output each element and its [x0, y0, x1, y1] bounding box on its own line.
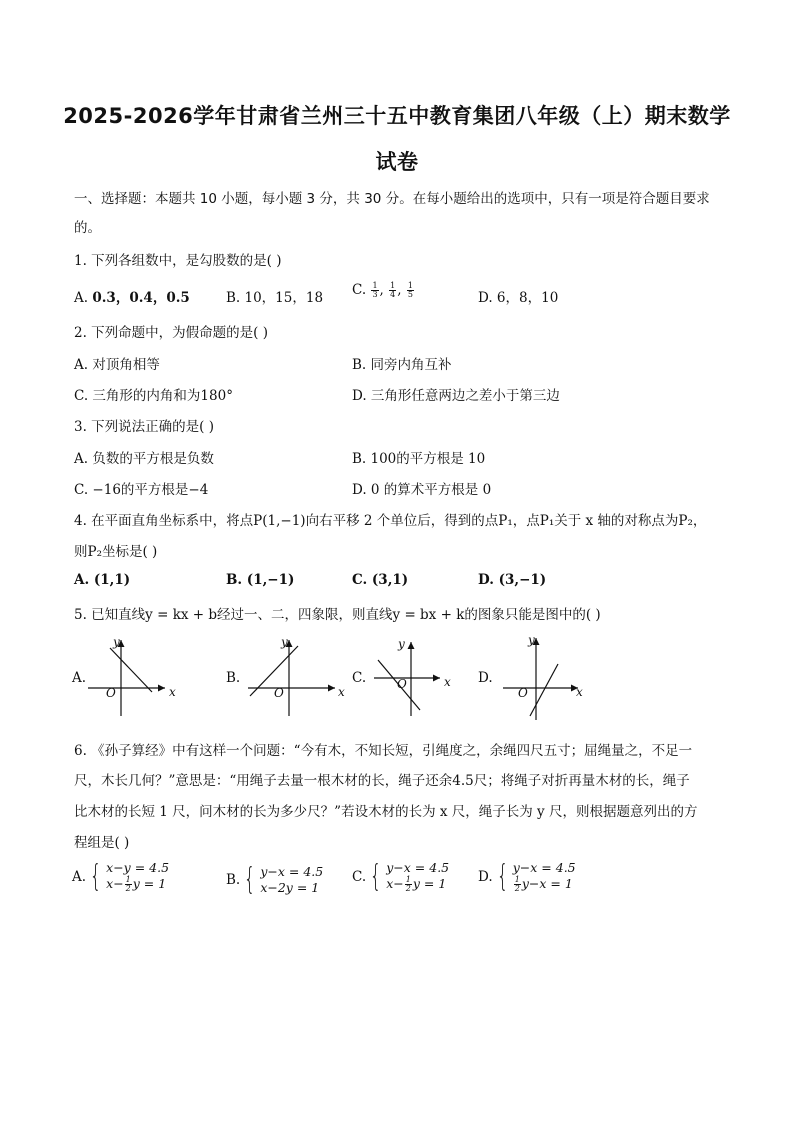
- q1-option-a-label: A.: [74, 290, 89, 306]
- q6-a-eq1: x−y = 4.5: [106, 860, 170, 875]
- q4-stem-line1: 4. 在平面直角坐标系中，将点P(1,−1)向右平移 2 个单位后，得到的点P₁，点P₁关于 x 轴的对称点为P₂，: [74, 513, 707, 529]
- q5-graph-c-origin: O: [397, 677, 407, 691]
- q5-option-d-label: D.: [478, 670, 493, 686]
- q6-option-b-label: B.: [226, 872, 241, 888]
- q5-graph-b: [248, 635, 345, 716]
- q5-option-a-label: A.: [72, 670, 87, 686]
- q1-stem: 1. 下列各组数中，是勾股数的是( ): [74, 253, 282, 269]
- q6-option-a-system: { x−y = 4.5 x− $\frac{1}{2}$ y = 1: [89, 858, 170, 894]
- q6-b-eq1: y−x = 4.5: [260, 864, 324, 879]
- q6-line1: 6. 《孙子算经》中有这样一个问题：“今有木，不知长短，引绳度之，余绳四尺五寸；屈绳量之，不足一: [74, 743, 693, 759]
- q5-graph-a: [88, 635, 176, 716]
- q5-graphs: [0, 630, 794, 750]
- q6-line2: 尺，木长几何？”意思是：“用绳子去量一根木材的长，绳子还余4.5尺；将绳子对折再量木材的长，绳子: [74, 773, 690, 789]
- section-header-line2: 的。: [74, 220, 101, 236]
- q2-option-a: A. 对顶角相等: [74, 357, 160, 373]
- q2-stem: 2. 下列命题中，为假命题的是( ): [74, 325, 268, 341]
- q5-graph-c-y-label: y: [398, 637, 405, 651]
- q4-stem-line2: 则P₂坐标是( ): [74, 544, 158, 560]
- q4-option-a: A. (1,1): [74, 572, 131, 588]
- q6-option-c-label: C.: [352, 868, 367, 885]
- q5-option-c-label: C.: [352, 670, 367, 686]
- q1-frac-1: $\frac{1}{3}$: [372, 281, 378, 299]
- q5-graph-d-origin: O: [518, 686, 528, 700]
- q6-option-a-label: A.: [72, 868, 87, 885]
- q4-option-c: C. (3,1): [352, 572, 409, 588]
- q5-option-b-label: B.: [226, 670, 241, 686]
- q5-graph-d-y-label: y: [528, 633, 535, 647]
- q5-graph-d-x-label: x: [576, 685, 583, 699]
- q5-graph-b-x-label: x: [338, 685, 345, 699]
- q1-frac-2: $\frac{1}{4}$: [390, 281, 396, 299]
- q5-stem: 5. 已知直线y = kx + b经过一、二，四象限，则直线y = bx + k的图象只能是图中的( ): [74, 607, 601, 623]
- exam-title-line1: 2025-2026学年甘肃省兰州三十五中教育集团八年级（上）期末数学: [63, 104, 731, 128]
- q6-line3: 比木材的长短 1 尺，问木材的长为多少尺？”若设木材的长为 x 尺，绳子长为 y 尺，则根据题意列出的方: [74, 804, 698, 820]
- q3-stem: 3. 下列说法正确的是( ): [74, 419, 214, 435]
- q6-line4: 程组是( ): [74, 835, 130, 851]
- q6-c-eq2: x− $\frac{1}{2}$ y = 1: [386, 875, 447, 893]
- q6-d-eq1: y−x = 4.5: [512, 860, 576, 875]
- q6-option-b: [226, 864, 323, 896]
- q1-option-c-label: C.: [352, 282, 367, 298]
- q5-graph-b-y-label: y: [281, 635, 288, 649]
- q5-graph-d: [503, 633, 583, 720]
- q6-option-a: [72, 860, 169, 893]
- q1-frac-3: $\frac{1}{5}$: [407, 281, 413, 299]
- section-header-line1: 一、选择题：本题共 10 小题，每小题 3 分，共 30 分。在每小题给出的选项中，只有一项是符合题目要求: [74, 191, 710, 207]
- q2-option-b: B. 同旁内角互补: [352, 357, 452, 373]
- q2-option-d: D. 三角形任意两边之差小于第三边: [352, 388, 560, 404]
- q5-graph-a-line: [110, 648, 152, 692]
- q3-option-a: A. 负数的平方根是负数: [74, 451, 214, 467]
- q3-option-b: B. 100的平方根是 10: [352, 451, 486, 467]
- q5-graph-b-origin: O: [274, 686, 284, 700]
- q6-option-b-system: { y−x = 4.5 x−2y = 1: [244, 862, 324, 897]
- q5-graph-a-origin: O: [106, 686, 116, 700]
- q6-a-eq2: x− $\frac{1}{2}$ y = 1: [106, 875, 167, 893]
- q6-option-c-system: { y−x = 4.5 x− $\frac{1}{2}$ y = 1: [369, 858, 450, 894]
- q3-option-d: D. 0 的算术平方根是 0: [352, 482, 492, 498]
- q5-graph-c: [374, 637, 451, 716]
- q3-option-c: C. −16的平方根是−4: [74, 482, 209, 498]
- q6-option-c: [352, 860, 449, 893]
- q6-b-eq2: x−2y = 1: [260, 880, 320, 895]
- q5-graph-c-x-label: x: [444, 675, 451, 689]
- q4-option-b: B. (1,−1): [226, 572, 295, 588]
- exam-title-line2: 试卷: [375, 150, 419, 174]
- q1-option-a: [74, 286, 190, 306]
- q5-graph-a-y-label: y: [113, 635, 120, 649]
- q2-option-c: C. 三角形的内角和为180°: [74, 388, 233, 404]
- q1-option-d: D. 6，8，10: [478, 290, 559, 306]
- q6-option-d-system: { y−x = 4.5 $\frac{1}{2}$ y−x = 1: [496, 858, 576, 894]
- q6-option-d: [478, 860, 576, 893]
- q4-option-d: D. (3,−1): [478, 572, 547, 588]
- q1-option-c: C. $\frac{1}{3}$ , $\frac{1}{4}$ , $\frac{1}{5}$: [352, 281, 413, 299]
- q6-d-eq2: $\frac{1}{2}$ y−x = 1: [514, 875, 573, 893]
- q1-option-b: B. 10，15，18: [226, 290, 324, 306]
- q6-option-d-label: D.: [478, 868, 493, 885]
- q5-graph-d-line: [530, 664, 558, 716]
- q1-option-a-value: 0.3，0.4，0.5: [92, 290, 190, 306]
- q6-c-eq1: y−x = 4.5: [386, 860, 450, 875]
- q5-graph-a-x-label: x: [169, 685, 176, 699]
